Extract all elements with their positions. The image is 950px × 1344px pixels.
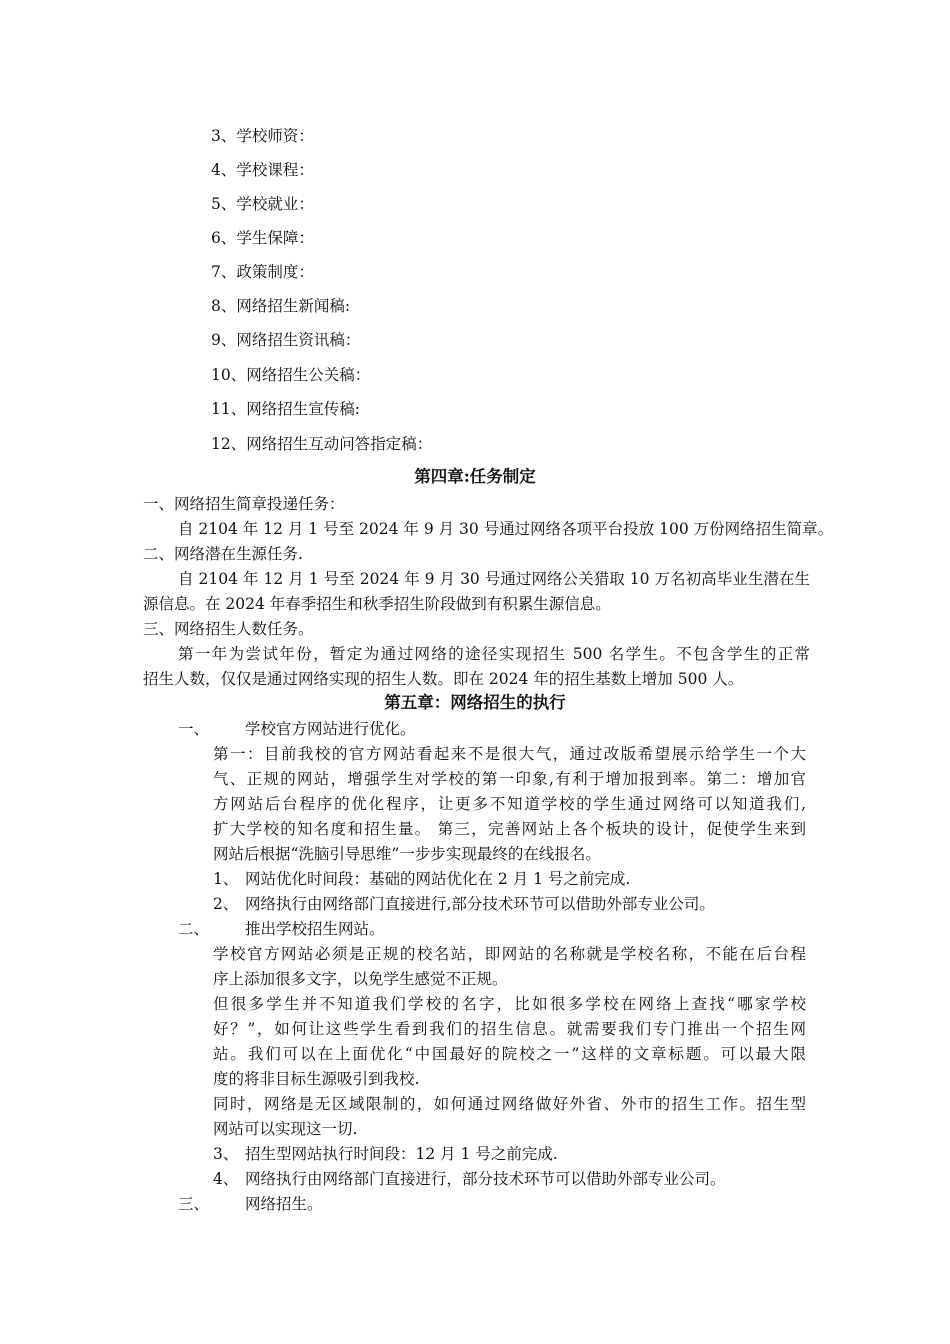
chapter5-section-b-item-number: 3、 xyxy=(213,1145,239,1163)
chapter5-section-b-body-line: 同时，网络是无区域限制的，如何通过网络做好外省、外市的招生工作。招生型 xyxy=(213,1095,806,1113)
chapter5-section-b-body-line: 序上添加很多文字，以免学生感觉不正规。 xyxy=(213,970,508,988)
chapter4-section2-title: 二、网络潜在生源任务. xyxy=(143,545,303,563)
chapter5-title: 第五章：网络招生的执行 xyxy=(384,693,566,712)
chapter4-section2-body-line: 自 2104 年 12 月 1 号至 2024 年 9 月 30 号通过网络公关猎取 10 万名初高毕业生潜在生 xyxy=(178,570,810,588)
list-item-courses: 4、学校课程： xyxy=(211,161,314,179)
chapter5-section-b-item-number: 4、 xyxy=(213,1170,239,1188)
list-item-news: 8、网络招生新闻稿: xyxy=(211,297,351,315)
chapter5-section-b-body-line: 但很多学生并不知道我们学校的名字，比如很多学校在网络上查找“哪家学校 xyxy=(213,995,806,1013)
chapter5-section-b-body-line: 度的将非目标生源吸引到我校. xyxy=(213,1070,420,1088)
chapter4-title: 第四章:任务制定 xyxy=(414,467,536,486)
chapter5-section-a-body-line: 方网站后台程序的优化程序，让更多不知道学校的学生通过网络可以知道我们, xyxy=(213,795,806,813)
chapter4-section3-body-line: 第一年为尝试年份，暂定为通过网络的途径实现招生 500 名学生。不包含学生的正常 xyxy=(178,645,810,663)
chapter5-section-a-number: 一、 xyxy=(178,720,210,738)
list-item-info: 9、网络招生资讯稿： xyxy=(211,331,361,349)
chapter5-section-a-body-line: 网站后根据“洗脑引导思维”一步步实现最终的在线报名。 xyxy=(213,845,601,863)
list-item-teachers: 3、学校师资： xyxy=(211,127,314,145)
chapter5-section-b-number: 二、 xyxy=(178,920,210,938)
chapter5-section-a-title: 学校官方网站进行优化。 xyxy=(245,720,416,738)
chapter4-section1-title: 一、网络招生简章投递任务： xyxy=(143,495,345,513)
chapter5-section-a-item-text: 网络执行由网络部门直接进行,部分技术环节可以借助外部专业公司。 xyxy=(245,895,715,913)
chapter5-section-b-item-text: 招生型网站执行时间段：12 月 1 号之前完成. xyxy=(245,1145,558,1163)
chapter5-section-a-item-text: 网站优化时间段：基础的网站优化在 2 月 1 号之前完成. xyxy=(245,870,631,888)
list-item-guarantee: 6、学生保障： xyxy=(211,229,314,247)
chapter5-section-a-item-number: 1、 xyxy=(213,870,239,888)
chapter5-section-b-body-line: 网站可以实现这一切. xyxy=(213,1120,358,1138)
chapter5-section-b-title: 推出学校招生网站。 xyxy=(245,920,385,938)
list-item-promo: 11、网络招生宣传稿: xyxy=(211,400,360,418)
chapter5-section-a-body-line: 第一：目前我校的官方网站看起来不是很大气，通过改版希望展示给学生一个大 xyxy=(213,745,806,763)
chapter5-section-b-body-line: 好？”，如何让这些学生看到我们的招生信息。就需要我们专门推出一个招生网 xyxy=(213,1020,806,1038)
chapter5-section-a-item-number: 2、 xyxy=(213,895,239,913)
chapter4-section1-body: 自 2104 年 12 月 1 号至 2024 年 9 月 30 号通过网络各项平台投放 100 万份网络招生简章。 xyxy=(178,520,834,538)
chapter5-section-c-number: 三、 xyxy=(178,1195,210,1213)
list-item-employment: 5、学校就业： xyxy=(211,195,314,213)
list-item-pr: 10、网络招生公关稿： xyxy=(211,366,371,384)
chapter4-section3-title: 三、网络招生人数任务。 xyxy=(143,620,314,638)
chapter5-section-c-title: 网络招生。 xyxy=(245,1195,323,1213)
chapter5-section-b-item-text: 网络执行由网络部门直接进行，部分技术环节可以借助外部专业公司。 xyxy=(245,1170,726,1188)
chapter4-section2-body-line: 源信息。在 2024 年春季招生和秋季招生阶段做到有积累生源信息。 xyxy=(143,595,611,613)
chapter5-section-b-body-line: 学校官方网站必须是正规的校名站，即网站的名称就是学校名称，不能在后台程 xyxy=(213,945,806,963)
list-item-policy: 7、政策制度： xyxy=(211,263,314,281)
chapter5-section-b-body-line: 站。我们可以在上面优化“中国最好的院校之一”这样的文章标题。可以最大限 xyxy=(213,1045,806,1063)
chapter4-section3-body-line: 招生人数，仅仅是通过网络实现的招生人数。即在 2024 年的招生基数上增加 500 人。 xyxy=(143,670,744,688)
chapter5-section-a-body-line: 扩大学校的知名度和招生量。 第三，完善网站上各个板块的设计，促使学生来到 xyxy=(213,820,806,838)
chapter5-section-a-body-line: 气、正规的网站，增强学生对学校的第一印象,有利于增加报到率。第二：增加官 xyxy=(213,770,806,788)
list-item-qa: 12、网络招生互动问答指定稿： xyxy=(211,435,433,453)
